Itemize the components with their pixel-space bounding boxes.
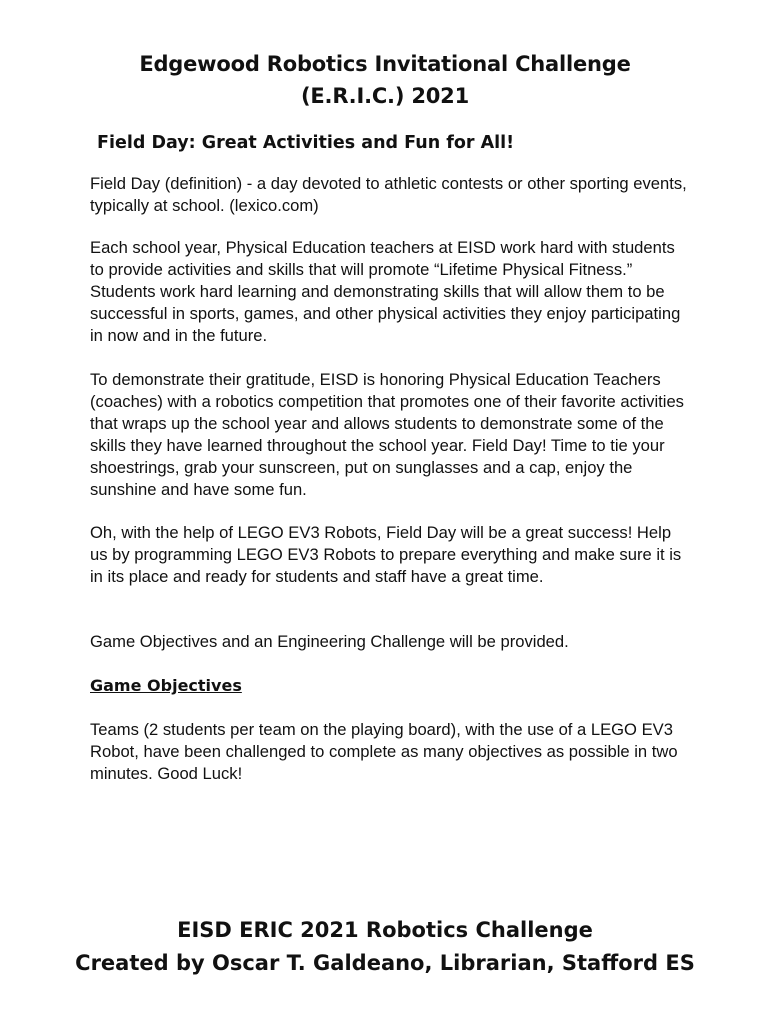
paragraph-objectives-note: Game Objectives and an Engineering Challenge will be provided. bbox=[90, 632, 569, 651]
document-subtitle: Field Day: Great Activities and Fun for All! bbox=[97, 133, 515, 153]
document-title-line1: Edgewood Robotics Invitational Challenge bbox=[139, 52, 631, 76]
document-title-line2: (E.R.I.C.) 2021 bbox=[301, 84, 469, 108]
paragraph-lego-robots: Oh, with the help of LEGO EV3 Robots, Field Day will be a great success! Help us by programming LEGO EV3 Robots to prepare everything and make sure it is in its place and ready for students and staff have a great time. bbox=[90, 523, 682, 586]
game-objectives-text: Teams (2 students per team on the playing board), with the use of a LEGO EV3 Robot, have been challenged to complete as many objectives as possible in two minutes. Good Luck! bbox=[90, 720, 678, 783]
paragraph-pe-teachers: Each school year, Physical Education teachers at EISD work hard with students to provide activities and skills that will promote “Lifetime Physical Fitness.” Students work hard learning and demonstrating skills that will allow them to be successful in sports, games, and other physical activities they enjoy participating in now and in the future. bbox=[90, 238, 681, 345]
footer-line2: Created by Oscar T. Galdeano, Librarian, Stafford ES bbox=[75, 951, 695, 975]
game-objectives-heading: Game Objectives bbox=[90, 676, 242, 695]
paragraph-definition: Field Day (definition) - a day devoted to athletic contests or other sporting events, typically at school. (lexico.com) bbox=[90, 174, 687, 215]
footer-line1: EISD ERIC 2021 Robotics Challenge bbox=[177, 918, 593, 942]
paragraph-gratitude: To demonstrate their gratitude, EISD is honoring Physical Education Teachers (coaches) with a robotics competition that promotes one of their favorite activities that wraps up the school year and allows students to demonstrate some of the skills they have learned throughout the school year. Field Day! Time to tie your shoestrings, grab your sunscreen, put on sunglasses and a cap, enjoy the sunshine and have some fun. bbox=[90, 370, 684, 499]
